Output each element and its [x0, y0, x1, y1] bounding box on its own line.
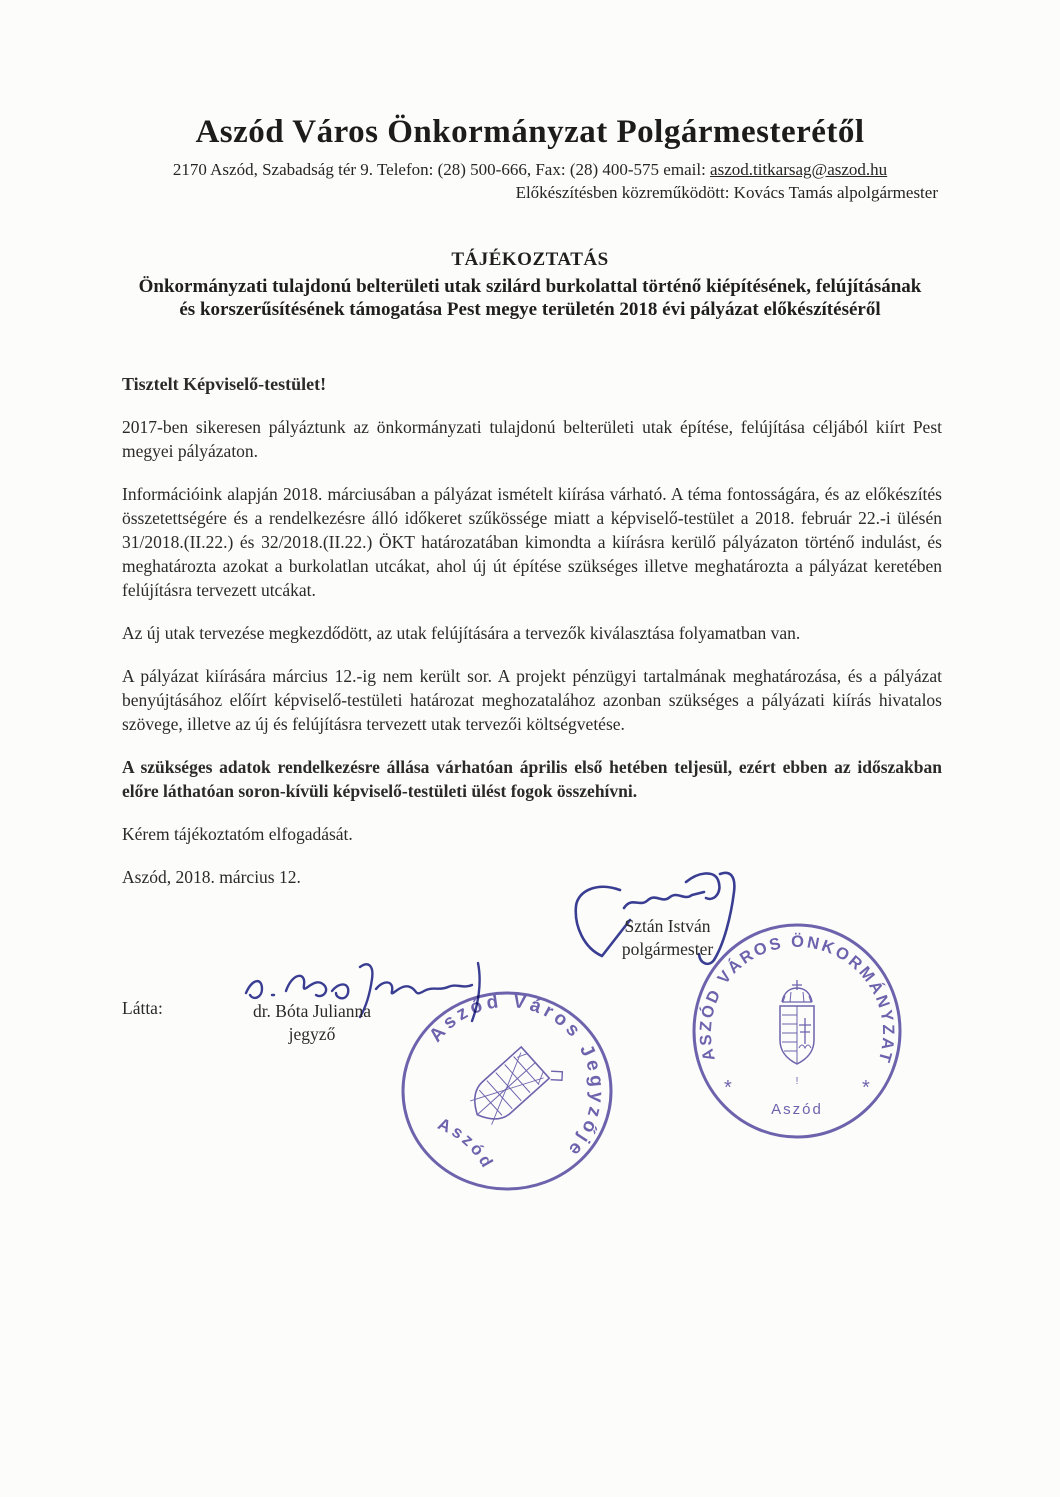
dateline: Aszód, 2018. március 12.	[122, 867, 301, 887]
paragraph-2: Információink alapján 2018. márciusában a pályázat ismételt kiírása várható. A téma fontosságára, és az előkészítés összetettségére és a rendelkezésre álló időkeret szűkössége miatt a képviselő-testület a 2018. február 22.-i ülésén 31/2018.(II.22.) és 32/2018.(II.22.) ÖKT határozatában kimondta a kiírásra kerülő pályázaton történő indulást, és meghatározta azokat a burkolatlan utcákat, ahol új út építése szükséges illetve meghatározta a pályázat keretében felújításra tervezett utcákat.	[122, 484, 942, 600]
email-address: aszod.titkarsag@aszod.hu	[710, 160, 888, 179]
municipality-stamp-star-right: *	[862, 1077, 870, 1099]
municipality-stamp-star-left: *	[724, 1077, 732, 1099]
subject-subtitle: Önkormányzati tulajdonú belterületi utak szilárd burkolattal történő kiépítésének, felújításának és korszerűsítésének támogatása Pest megye területén 2018 évi pályázat előkészítéséről	[138, 276, 922, 320]
municipality-round-stamp	[686, 922, 908, 1140]
subject-block	[0, 249, 1060, 321]
notary-name: dr. Bóta Julianna	[252, 1001, 372, 1021]
municipality-stamp-bottom-text: Aszód	[771, 1101, 823, 1118]
closing-line: Kérem tájékoztatóm elfogadását.	[122, 824, 353, 844]
svg-text:Aszód	[435, 1114, 498, 1173]
mayor-title: polgármester	[621, 939, 714, 959]
subject-title: TÁJÉKOZTATÁS	[451, 249, 609, 270]
letter-body	[122, 372, 942, 908]
notary-round-stamp	[396, 988, 618, 1194]
contact-details: 2170 Aszód, Szabadság tér 9. Telefon: (28) 500-666, Fax: (28) 400-575 email:	[172, 160, 711, 179]
paragraph-3: Az új utak tervezése megkezdődött, az utak felújítására a tervezők kiválasztása folyamatban van.	[122, 623, 801, 643]
emphasis-paragraph: A szükséges adatok rendelkezésre állása várhatóan április első hetében teljesül, ezért ebben az időszakban előre láthatóan soron-kívüli képviselő-testületi ülést fogok összehívni.	[122, 757, 942, 801]
notary-stamp-bottom-text: Aszód	[434, 1114, 498, 1173]
notary-signature-block	[232, 1000, 392, 1046]
municipality-stamp-ring-text: ASZÓD VÁROS ÖNKORMÁNYZAT	[696, 932, 898, 1067]
notary-title: jegyző	[288, 1024, 336, 1044]
municipality-stamp-coat-of-arms	[780, 980, 814, 1087]
notary-stamp-crest	[463, 1038, 566, 1138]
notary-stamp-ring-text: Aszód Város Jegyzője	[425, 990, 608, 1163]
svg-text:!: !	[795, 1076, 799, 1087]
paragraph-4: A pályázat kiírására március 12.-ig nem került sor. A projekt pénzügyi tartalmának meghatározása, és a pályázat benyújtásához előírt képviselő-testületi határozat meghozatalához azonban szükséges a pályázati kiírás hivatalos szövege, illetve az új és felújításra tervezett utak tervezői költségvetése.	[122, 666, 942, 734]
mayor-name: Sztán István	[624, 916, 711, 936]
contact-line	[0, 160, 1060, 180]
organization-title: Aszód Város Önkormányzat Polgármesterétől	[195, 114, 865, 150]
seen-by-label: Látta:	[122, 998, 163, 1018]
salutation: Tisztelt Képviselő-testület!	[122, 374, 327, 394]
letterhead	[0, 114, 1060, 203]
prepared-by-line: Előkészítésben közreműködött: Kovács Tamás alpolgármester	[515, 183, 938, 202]
paragraph-1: 2017-ben sikeresen pályáztunk az önkormányzati tulajdonú belterületi utak építése, felújítása céljából kiírt Pest megyei pályázaton.	[122, 417, 942, 461]
